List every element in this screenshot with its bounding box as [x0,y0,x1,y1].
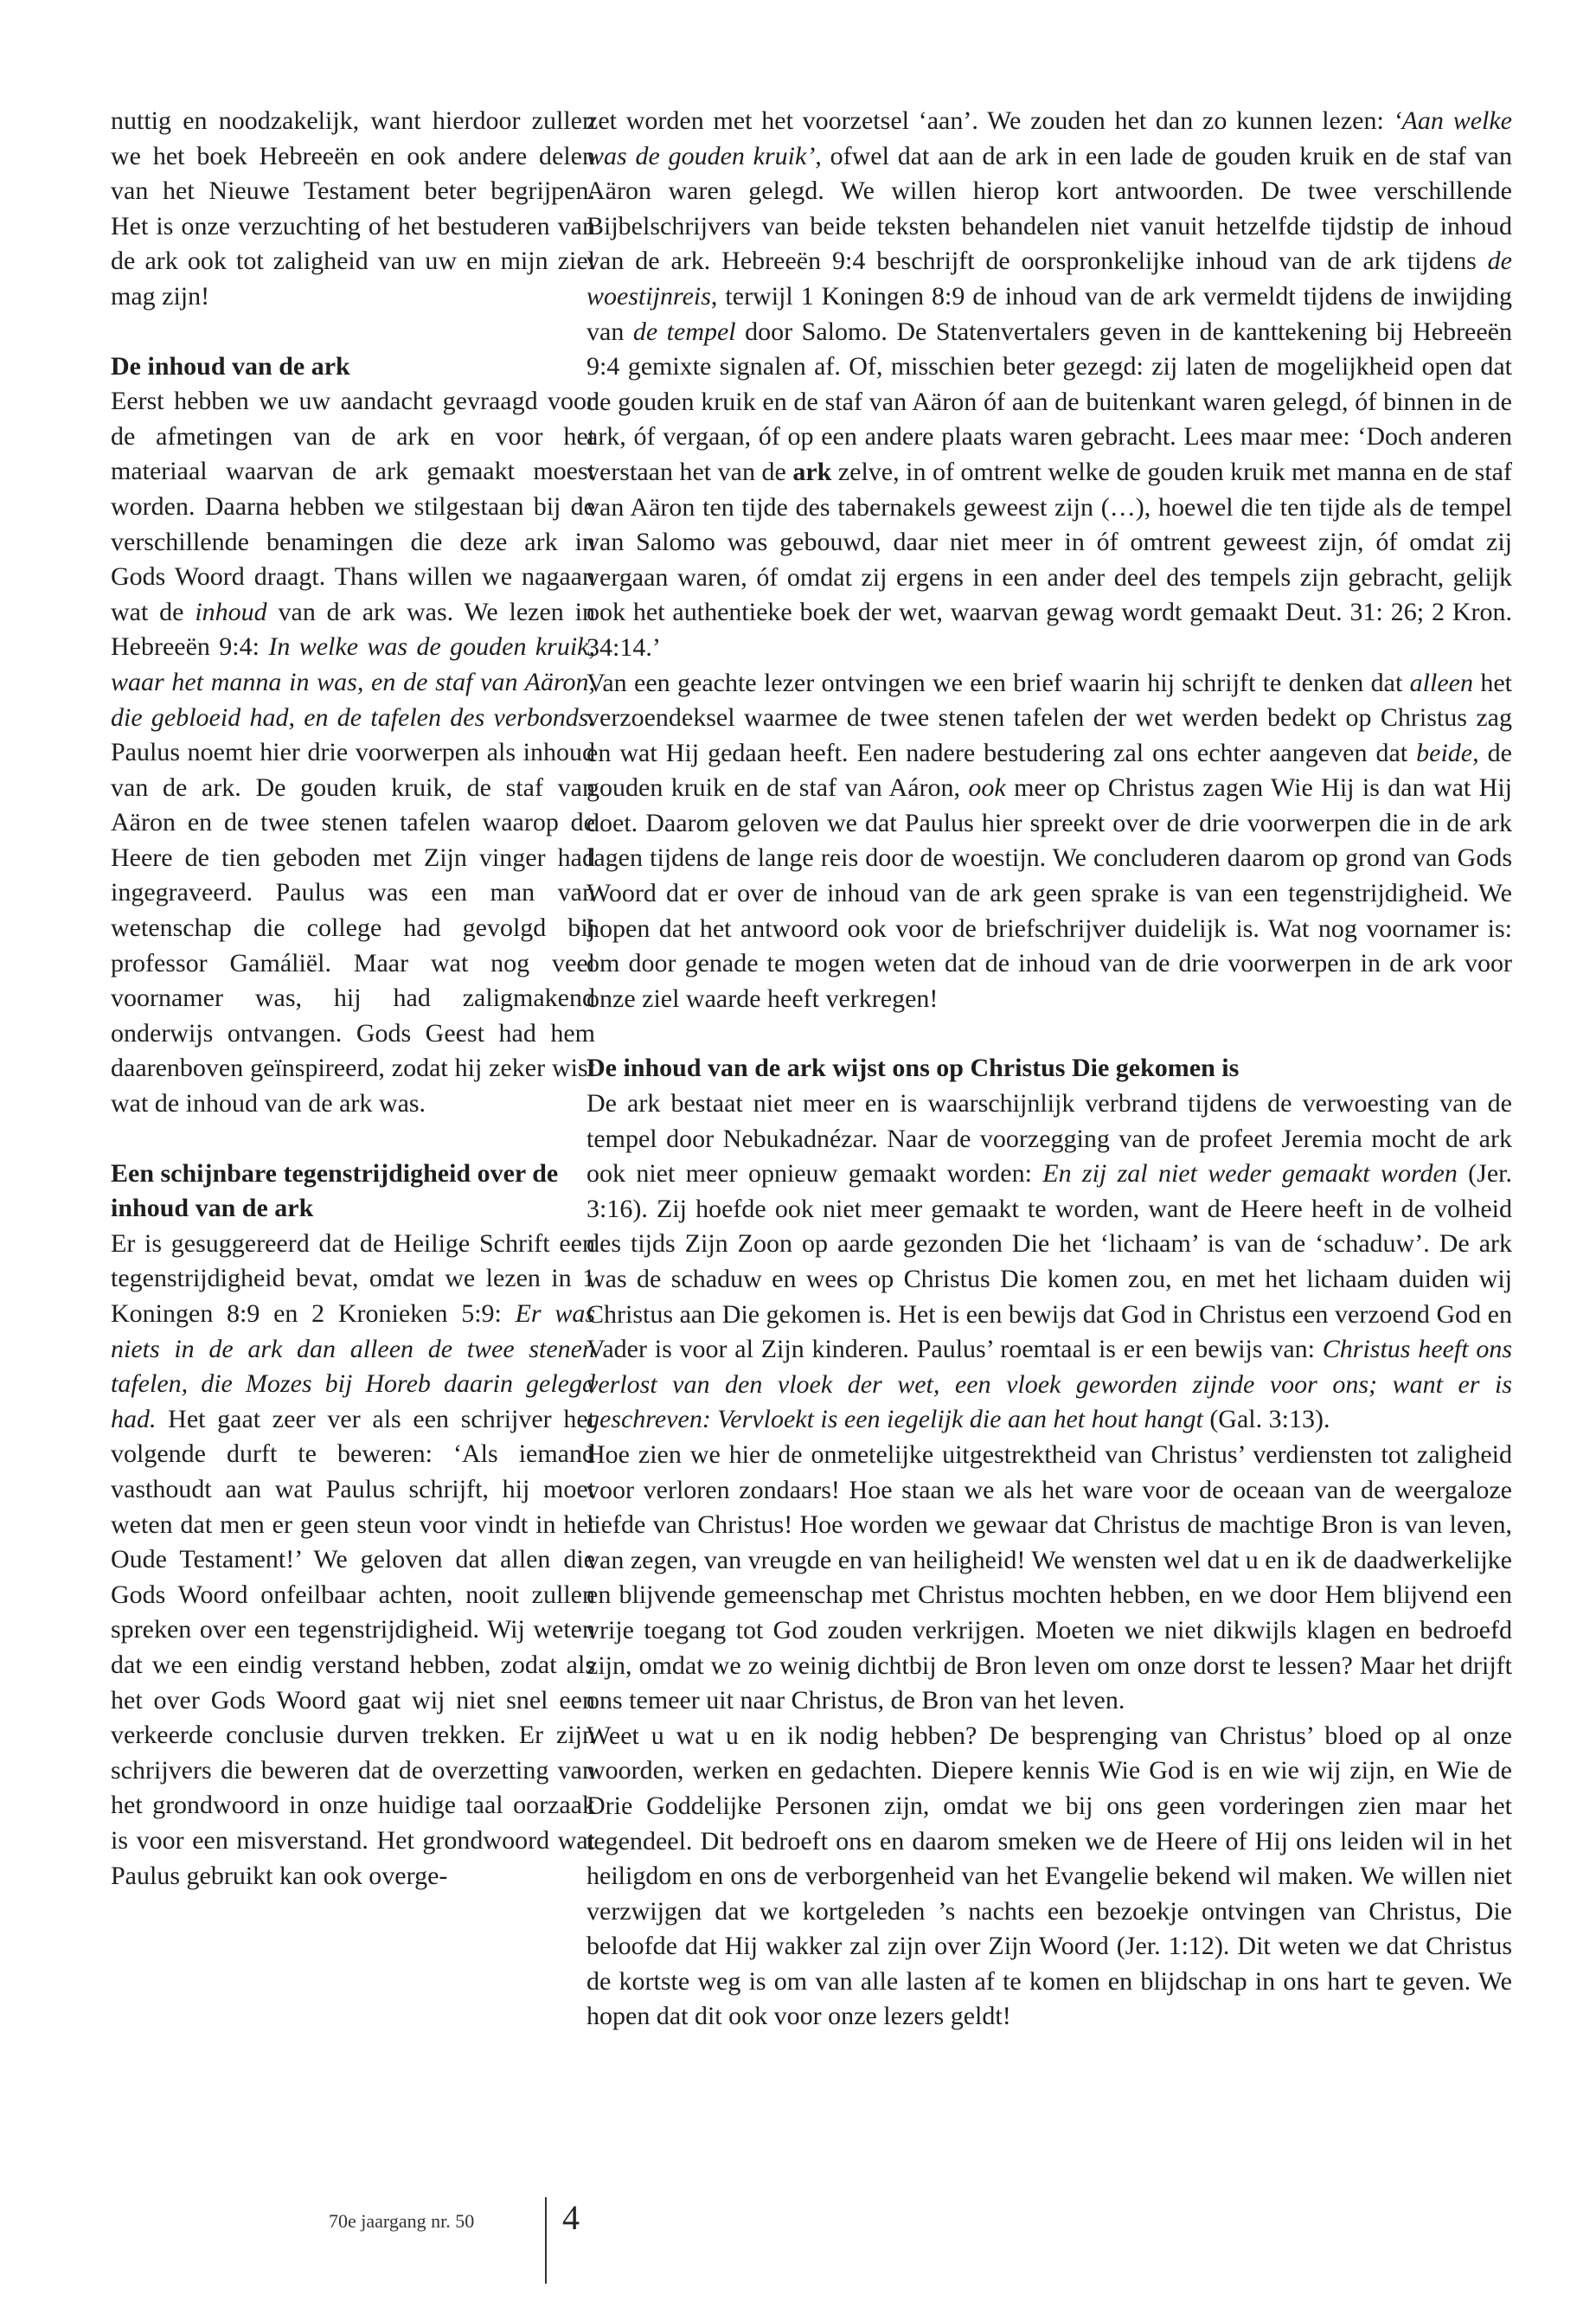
paragraph-verdiensten: Hoe zien we hier de onmetelijke uitgestrektheid van Christus’ verdiensten tot zaligheid voor verloren zondaars! Hoe staan we als het ware voor de oceaan van de weergaloze liefde van Christus! Hoe worden we gewaar dat Christus de machtige Bron is van leven, van zegen, van vreugde en van heiligheid! We wensten wel dat u en ik de daadwerkelijke en blijvende gemeenschap met Christus mochten hebben, en we door Hem blijvend een vrije toegang tot God zouden verkrijgen. Moeten we niet dikwijls klagen en bedroefd zijn, omdat we zo weinig dichtbij de Bron leven om onze dorst te lessen? Maar het drijft ons temeer uit naar Christus, de Bron van het leven. [586,1439,1512,1715]
paragraph-lezer-brief: Van een geachte lezer ontvingen we een brief waarin hij schrijft te denken dat alleen het verzoendeksel waarmee de twee stenen tafelen der wet werden bedekt op Christus zag en wat Hij gedaan heeft. Een nadere bestudering zal ons echter aangeven dat beide, de gouden kruik en de staf van Aáron, ook meer op Christus zagen Wie Hij is dan wat Hij doet. Daarom geloven we dat Paulus hier spreekt over de drie voorwerpen die in de ark lagen tijdens de lange reis door de woestijn. We concluderen daarom op grond van Gods Woord dat er over de inhoud van de ark geen sprake is van een tegenstrijdigheid. We hopen dat het antwoord ook voor de briefschrijver duidelijk is. Wat nog voornamer is: om door genade te mogen weten dat de inhoud van de drie voorwerpen in de ark voor onze ziel waarde heeft verkregen! [586,668,1512,1013]
right-column [586,104,1512,2035]
paragraph-tegenstrijdigheid: Er is gesuggereerd dat de Heilige Schrift een tegenstrijdigheid bevat, omdat we lezen in 1 Koningen 8:9 en 2 Kronieken 5:9: Er was niets in de ark dan alleen de twee stenen tafelen, die Mozes bij Horeb daarin gelegd had. Het gaat zeer ver als een schrijver het volgende durft te beweren: ‘Als iemand vasthoudt aan wat Paulus schrijft, hij moet weten dat men er geen steun voor vindt in het Oude Testament!’ We geloven dat allen die Gods Woord onfeilbaar achten, nooit zullen spreken over een tegenstrijdigheid. Wij weten dat we een eindig verstand hebben, zodat als het over Gods Woord gaat wij niet snel een verkeerde conclusie durven trekken. Er zijn schrijvers die beweren dat de overzetting van het grondwoord in onze huidige taal oorzaak is voor een misverstand. Het grondwoord wat Paulus gebruikt kan ook overge- [111,1228,595,1890]
paragraph-ark-verbrand: De ark bestaat niet meer en is waarschijnlijk verbrand tijdens de verwoesting van de tempel door Nebukadnézar. Naar de voorzegging van de profeet Jeremia mocht de ark ook niet meer opnieuw gemaakt worden: En zij zal niet weder gemaakt worden (Jer. 3:16). Zij hoefde ook niet meer gemaakt te worden, want de Heere heeft in de volheid des tijds Zijn Zoon op aarde gezonden Die het ‘lichaam’ is van de ‘schaduw’. De ark was de schaduw en wees op Christus Die komen zou, en met het lichaam duiden wij Christus aan Die gekomen is. Het is een bewijs dat God in Christus een verzoend God en Vader is voor al Zijn kinderen. Paulus’ roemtaal is er een bewijs van: Christus heeft ons verlost van den vloek der wet, een vloek geworden zijnde voor ons; want er is geschreven: Vervloekt is een iegelijk die aan het hout hangt (Gal. 3:13). [586,1089,1512,1434]
heading-tegenstrijdigheid: Een schijnbare tegenstrijdigheid over de inhoud van de ark [111,1158,559,1223]
paragraph-besprenging: Weet u wat u en ik nodig hebben? De besprenging van Christus’ bloed op al onze woorden, werken en gedachten. Diepere kennis Wie God is en wie wij zijn, en Wie de Drie Goddelijke Personen zijn, omdat we bij ons geen vorderingen zien maar het tegendeel. Dit bedroeft ons en daarom smeken we de Heere of Hij ons leiden wil in het heiligdom en ons de verborgenheid van het Evangelie bekend wil maken. We willen niet verzwijgen dat we kortgeleden ’s nachts een bezoekje ontvingen van Christus, Die beloofde dat Hij wakker zal zijn over Zijn Woord (Jer. 1:12). Dit weten we dat Christus de kortste weg is om van alle lasten af te komen en blijdschap in ons hart te geven. We hopen dat dit ook voor onze lezers geldt! [586,1721,1512,2031]
left-column [111,104,595,1894]
footer-issue: 70e jaargang nr. 50 [329,2210,475,2232]
page-number: 4 [562,2198,580,2237]
footer-divider [545,2197,547,2284]
heading-inhoud-ark: De inhoud van de ark [111,351,350,381]
paragraph-inhoud-ark: Eerst hebben we uw aandacht gevraagd voor de afmetingen van de ark en voor het materiaal waarvan de ark gemaakt moest worden. Daarna hebben we stilgestaan bij de verschillende benamingen die deze ark in Gods Woord draagt. Thans willen we nagaan wat de inhoud van de ark was. We lezen in Hebreeën 9:4: In welke was de gouden kruik, waar het manna in was, en de staf van Aäron, die gebloeid had, en de tafelen des verbonds. Paulus noemt hier drie voorwerpen als inhoud van de ark. De gouden kruik, de staf van Aäron en de twee stenen tafelen waarop de Heere de tien geboden met Zijn vinger had ingegraveerd. Paulus was een man van wetenschap die college had gevolgd bij professor Gamáliël. Maar wat nog veel voornamer was, hij had zaligmakend onderwijs ontvangen. Gods Geest had hem daarenboven geïnspireerd, zodat hij zeker wist wat de inhoud van de ark was. [111,387,595,1118]
intro-paragraph: nuttig en noodzakelijk, want hierdoor zullen we het boek Hebreeën en ook andere delen van het Nieuwe Testament beter begrijpen. Het is onze verzuchting of het bestuderen van de ark ook tot zaligheid van uw en mijn ziel mag zijn! [111,106,595,311]
paragraph-voorzetsel: zet worden met het voorzetsel ‘aan’. We zouden het dan zo kunnen lezen: ‘Aan welke was de gouden kruik’, ofwel dat aan de ark in een lade de gouden kruik en de staf van Aäron waren gelegd. We willen hierop kort antwoorden. De twee verschillende Bijbelschrijvers van beide teksten behandelen niet vanuit hetzelfde tijdstip de inhoud van de ark. Hebreeën 9:4 beschrijft de oorspronkelijke inhoud van de ark tijdens de woestijnreis, terwijl 1 Koningen 8:9 de inhoud van de ark vermeldt tijdens de inwijding van de tempel door Salomo. De Statenvertalers geven in de kanttekening bij Hebreeën 9:4 gemixte signalen af. Of, misschien beter gezegd: zij laten de mogelijkheid open dat de gouden kruik en de staf van Aäron óf aan de buitenkant waren gelegd, óf binnen in de ark, óf vergaan, óf op een andere plaats waren gebracht. Lees maar mee: ‘Doch anderen verstaan het van de ark zelve, in of omtrent welke de gouden kruik met manna en de staf van Aäron ten tijde des tabernakels geweest zijn (…), hoewel die ten tijde als de tempel van Salomo was gebouwd, daar niet meer in óf omtrent geweest zijn, óf omdat zij vergaan waren, óf omdat zij ergens in een ander deel des tempels zijn gebracht, gelijk ook het authentieke boek der wet, waarvan gewag wordt gemaakt Deut. 31: 26; 2 Kron. 34:14.’ [586,106,1513,662]
heading-christus-gekomen: De inhoud van de ark wijst ons op Christus Die gekomen is [586,1054,1240,1083]
